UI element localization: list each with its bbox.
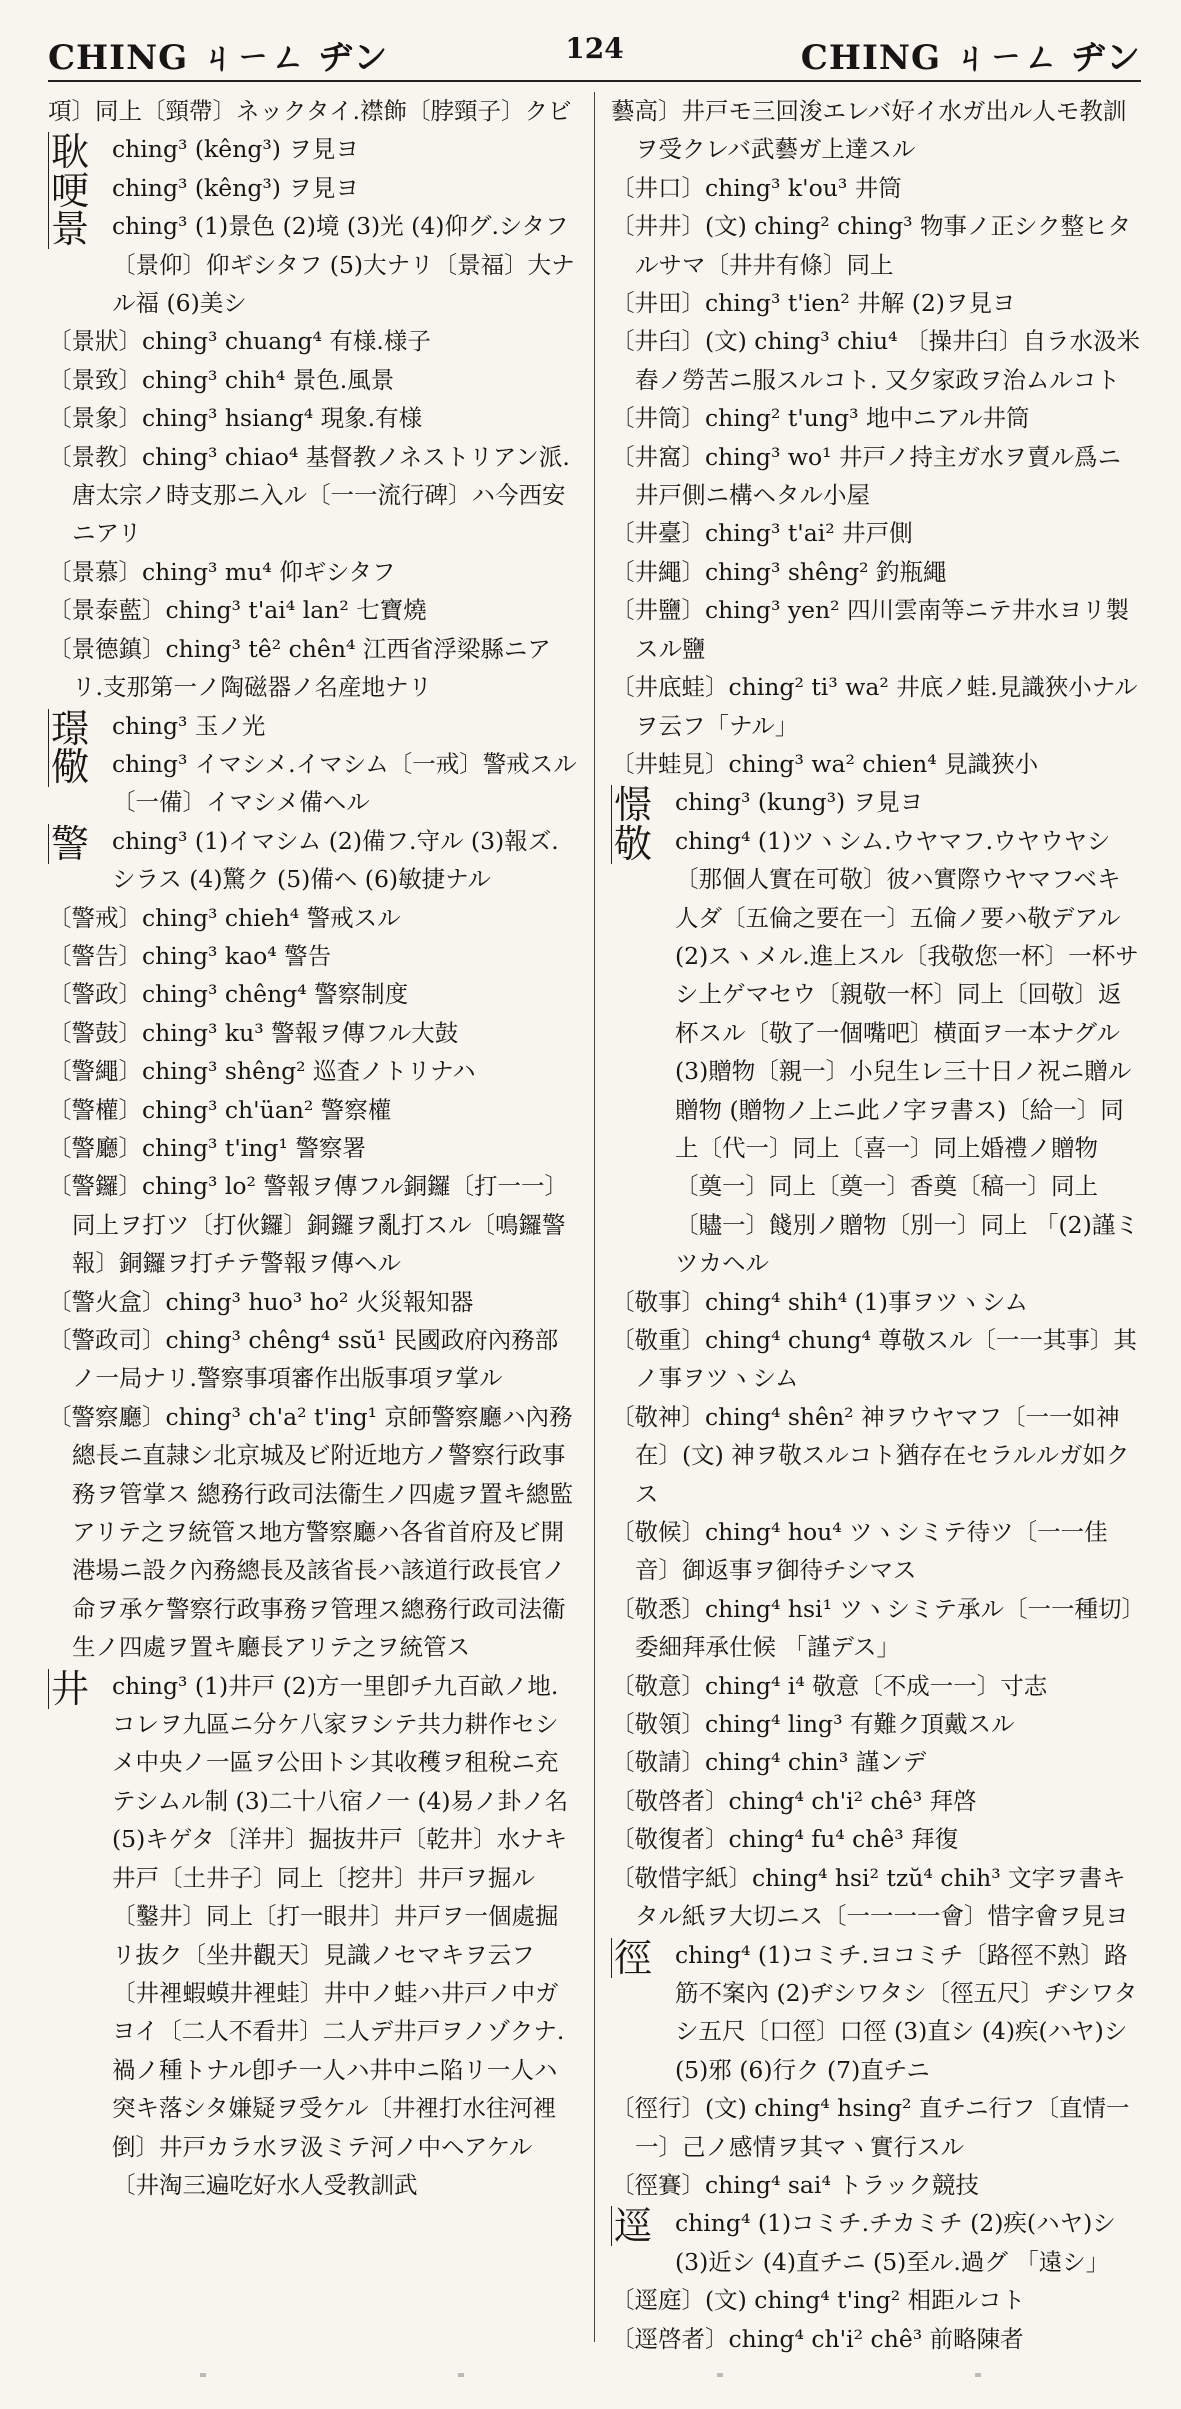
- entry-text: 〔敬悉〕ching⁴ hsi¹ ツヽシミテ承ル〔一一種切〕委細拜承仕候 「謹デス」: [610, 1594, 1134, 1662]
- entry-text: 〔敬復者〕ching⁴ fu⁴ chê³ 拜復: [610, 1825, 959, 1854]
- compound-entry: [611, 2320, 1141, 2358]
- entry-text: 〔景狀〕ching³ chuang⁴ 有様.様子: [48, 327, 431, 356]
- headword-character: 景: [48, 209, 89, 249]
- entry-text: 〔警鼓〕ching³ ku³ 警報ヲ傳フル大鼓: [48, 1018, 459, 1047]
- compound-entry: [48, 899, 578, 937]
- compound-entry: [611, 438, 1141, 515]
- entry-text: ching³ (1)景色 (2)境 (3)光 (4)仰グ.シタフ〔景仰〕仰ギシタフ (5)大ナリ〔景福〕大ナル福 (6)美シ: [112, 212, 575, 318]
- entry-text: ching³ (kêng³) ヲ見ヨ: [112, 135, 359, 164]
- compound-entry: [611, 207, 1141, 284]
- entry-text: 〔警火盒〕ching³ huo³ ho² 火災報知器: [48, 1287, 474, 1316]
- right-column: [611, 92, 1141, 2372]
- column-divider: [594, 92, 595, 2342]
- headword-character: 憬: [611, 785, 652, 825]
- entry-text: 項〕同上〔頸帶〕ネックタイ.襟飾〔脖頸子〕クビ: [48, 97, 572, 125]
- compound-entry: [48, 1283, 578, 1321]
- compound-entry: [48, 399, 578, 437]
- entry-text: 〔警戒〕ching³ chieh⁴ 警戒スル: [48, 903, 401, 932]
- compound-entry: [611, 591, 1141, 668]
- compound-entry: [611, 1667, 1141, 1705]
- entry-text: 〔井井〕(文) ching² ching³ 物事ノ正シク整ヒタルサマ〔井井有條〕同上: [610, 212, 1132, 279]
- entry-text: 〔警繩〕ching³ shêng² 巡査ノトリナハ: [48, 1057, 476, 1086]
- compound-entry: [48, 1321, 578, 1398]
- headword-entry: [48, 168, 578, 213]
- entry-text: 〔井臼〕(文) ching³ chiu⁴ 〔操井臼〕自ラ水汲米舂ノ勞苦ニ服スルコト. 又夕家政ヲ治ムルコト: [610, 327, 1141, 394]
- compound-entry: [611, 1859, 1141, 1936]
- entry-text: 〔井鹽〕ching³ yen² 四川雲南等ニテ井水ヨリ製スル鹽: [610, 596, 1130, 663]
- entry-text: ching³ イマシメ.イマシム〔一戒〕警戒スル〔一備〕イマシメ備ヘル: [112, 749, 577, 817]
- entry-text: ching³ (kêng³) ヲ見ヨ: [112, 173, 359, 202]
- headword-entry: [611, 783, 1141, 828]
- entry-text: 〔井筒〕ching² t'ung³ 地中ニアル井筒: [610, 404, 1030, 433]
- entry-text: 〔警察廳〕ching³ ch'a² t'ing¹ 京師警察廳ハ內務總長ニ直隷シ北京城及ビ附近地方ノ警察行政事務ヲ管掌ス 總務行政司法衞生ノ四處ヲ置キ總監アリテ之ヲ統管ス地方警察廳ハ各省首府及ビ開港場ニ設ク內務總長及該省長ハ該道行政長官ノ命ヲ承ケ警察行政事務ヲ管理ス總務行政司法衞生ノ四處ヲ置キ廳長アリテ之ヲ統管ス: [48, 1402, 573, 1662]
- entry-text: 〔井底蛙〕ching² ti³ wa² 井底ノ蛙.見識狹小ナルヲ云フ「ナル」: [610, 673, 1138, 740]
- entry-text: 〔景教〕ching³ chiao⁴ 基督教ノネストリアン派.唐太宗ノ時支那ニ入ル〔一一流行碑〕ハ今西安ニアリ: [48, 442, 570, 548]
- headword-character: 徑: [611, 1938, 652, 1978]
- page-header: [48, 30, 1141, 82]
- entry-text: 〔敬候〕ching⁴ hou⁴ ツヽシミテ待ツ〔一一佳音〕御返事ヲ御待チシマス: [610, 1518, 1108, 1585]
- compound-entry: [48, 591, 578, 629]
- compound-entry: [611, 322, 1141, 399]
- compound-entry: [611, 668, 1141, 745]
- compound-entry: [48, 553, 578, 591]
- entry-text: 〔警政司〕ching³ chêng⁴ ssŭ¹ 民國政府內務部ノ一局ナリ.警察事項審作出版事項ヲ掌ル: [48, 1326, 559, 1393]
- compound-entry: [611, 1398, 1141, 1513]
- entry-text: 〔景致〕ching³ chih⁴ 景色.風景: [48, 365, 395, 394]
- compound-entry: [611, 1513, 1141, 1590]
- entry-text: ching³ (1)イマシム (2)備フ.守ル (3)報ズ.シラス (4)驚ク (5)備ヘ (6)敏捷ナル: [112, 826, 559, 894]
- compound-entry: [611, 284, 1141, 322]
- compound-entry: [611, 169, 1141, 207]
- headword-character: 警: [48, 824, 89, 864]
- footer-marks: [200, 2373, 981, 2379]
- compound-entry: [48, 630, 578, 707]
- entry-text: 〔景慕〕ching³ mu⁴ 仰ギシタフ: [48, 557, 396, 586]
- entry-text: 〔敬啓者〕ching⁴ ch'i² chê³ 拜啓: [610, 1786, 977, 1815]
- entry-text: 〔警政〕ching³ chêng⁴ 警察制度: [48, 980, 409, 1009]
- left-column: [48, 92, 578, 2372]
- headword-entry: [48, 207, 578, 322]
- entry-text: 〔警告〕ching³ kao⁴ 警告: [48, 941, 332, 970]
- entry-text: 〔徑賽〕ching⁴ sai⁴ トラック競技: [610, 2170, 979, 2199]
- compound-entry: [48, 322, 578, 360]
- entry-text: 〔敬神〕ching⁴ shên² 神ヲウヤマフ〔一一如神在〕(文) 神ヲ敬スルコト猶存在セラルルガ如クス: [610, 1402, 1130, 1508]
- entry-text: 〔敬重〕ching⁴ chung⁴ 尊敬スル〔一一其事〕其ノ事ヲツヽシム: [610, 1326, 1137, 1393]
- header-right-guide-word: CHING ㄐㄧㄥ ヂン: [800, 38, 1141, 78]
- entry-text: 〔敬請〕ching⁴ chin³ 謹ンデ: [610, 1748, 927, 1777]
- entry-text: 〔井臺〕ching³ t'ai² 井戸側: [610, 519, 913, 548]
- compound-entry: [48, 1091, 578, 1129]
- entry-text: 〔徑行〕(文) ching⁴ hsing² 直チニ行フ〔直情一一〕己ノ感情ヲ其マヽ實行スル: [610, 2094, 1130, 2161]
- headword-character: 耿: [48, 132, 89, 172]
- headword-character: 璟: [48, 709, 89, 749]
- compound-entry: [611, 1321, 1141, 1398]
- compound-entry: [611, 745, 1141, 783]
- page-number: 124: [565, 32, 624, 65]
- headword-character: 敬: [611, 824, 652, 864]
- two-column-body: [48, 92, 1141, 2372]
- entry-text: ching³ (1)井戸 (2)方一里卽チ九百畝ノ地. コレヲ九區ニ分ケ八家ヲシテ共力耕作セシメ中央ノ一區ヲ公田トシ其收穫ヲ租稅ニ充テシムル制 (3)二十八宿ノ一 (4)易ノ卦ノ名 (5)キゲタ〔洋井〕掘抜井戸〔乾井〕水ナキ井戸〔土井子〕同上〔挖井〕井戸ヲ掘ル〔鑿井〕同上〔打一眼井〕井戸ヲ一個處掘リ抜ク〔坐井觀天〕見識ノセマキヲ云フ〔井裡蝦蟆井裡蛙〕井中ノ蛙ハ井戸ノ中ガヨイ〔二人不看井〕二人デ井戸ヲノゾクナ. 禍ノ種トナル卽チ一人ハ井中ニ陷リ一人ハ突キ落シタ嫌疑ヲ受ケル〔井裡打水往河裡倒〕井戸カラ水ヲ汲ミテ河ノ中ヘアケル〔井淘三遍吃好水人受教訓武: [112, 1671, 569, 2199]
- compound-entry: [48, 1129, 578, 1167]
- compound-entry: [48, 937, 578, 975]
- compound-entry: [611, 1820, 1141, 1858]
- headword-entry: [48, 130, 578, 175]
- entry-text: 〔井田〕ching³ t'ien² 井解 (2)ヲ見ヨ: [610, 289, 1016, 318]
- entry-text: 〔逕啓者〕ching⁴ ch'i² chê³ 前略陳者: [610, 2324, 1024, 2353]
- entry-text: 〔井繩〕ching³ shêng² 釣瓶繩: [610, 557, 947, 586]
- compound-entry: [611, 2281, 1141, 2319]
- headword-entry: [611, 2204, 1141, 2281]
- entry-text: ching³ 玉ノ光: [112, 711, 266, 740]
- continued-entry: [48, 92, 578, 130]
- headword-character: 哽: [48, 171, 89, 211]
- compound-entry: [611, 553, 1141, 591]
- compound-entry: [48, 1398, 578, 1667]
- compound-entry: [611, 1283, 1141, 1321]
- entry-text: ching⁴ (1)コミチ.ヨコミチ〔路徑不熟〕路筋不案內 (2)ヂシワタシ〔徑五尺〕ヂシワタシ五尺〔口徑〕口徑 (3)直シ (4)疾(ハヤ)シ (5)邪 (6)行ク (7)直チニ: [674, 1940, 1138, 2084]
- compound-entry: [611, 514, 1141, 552]
- compound-entry: [611, 1743, 1141, 1781]
- headword-character: 逕: [611, 2206, 652, 2246]
- entry-text: 〔警權〕ching³ ch'üan² 警察權: [48, 1095, 392, 1124]
- compound-entry: [611, 399, 1141, 437]
- compound-entry: [611, 1782, 1141, 1820]
- entry-text: 〔井蛙見〕ching³ wa² chien⁴ 見識狹小: [610, 749, 1039, 778]
- entry-text: 〔敬意〕ching⁴ i⁴ 敬意〔不成一一〕寸志: [610, 1671, 1048, 1700]
- entry-text: 〔景象〕ching³ hsiang⁴ 現象.有様: [48, 404, 423, 433]
- headword-entry: [611, 1936, 1141, 2090]
- header-left-guide-word: CHING ㄐㄧㄥ ヂン: [48, 38, 389, 78]
- compound-entry: [48, 975, 578, 1013]
- compound-entry: [611, 2089, 1141, 2166]
- compound-entry: [48, 1052, 578, 1090]
- headword-entry: [48, 822, 578, 899]
- compound-entry: [48, 438, 578, 553]
- headword-entry: [48, 745, 578, 822]
- compound-entry: [48, 1014, 578, 1052]
- entry-text: 〔逕庭〕(文) ching⁴ t'ing² 相距ルコト: [610, 2286, 1026, 2315]
- entry-text: ching⁴ (1)コミチ.チカミチ (2)疾(ハヤ)シ (3)近シ (4)直チニ (5)至ル.過グ 「遠シ」: [674, 2209, 1116, 2276]
- entry-text: 〔敬事〕ching⁴ shih⁴ (1)事ヲツヽシム: [610, 1287, 1028, 1316]
- entry-text: 〔敬領〕ching⁴ ling³ 有難ク頂戴スル: [610, 1710, 1015, 1739]
- headword-character: 儆: [48, 747, 89, 787]
- headword-character: 井: [48, 1669, 89, 1709]
- entry-text: 〔景泰藍〕ching³ t'ai⁴ lan² 七寶燒: [48, 596, 427, 625]
- entry-text: 〔景德鎮〕ching³ tê² chên⁴ 江西省浮梁縣ニアリ.支那第一ノ陶磁器ノ名産地ナリ: [48, 634, 551, 702]
- entry-text: 〔警鑼〕ching³ lo² 警報ヲ傳フル銅鑼〔打一一〕同上ヲ打ツ〔打伙鑼〕銅鑼ヲ亂打スル〔鳴鑼警報〕銅鑼ヲ打チテ警報ヲ傳ヘル: [48, 1172, 568, 1278]
- entry-text: 〔警廳〕ching³ t'ing¹ 警察署: [48, 1133, 366, 1162]
- entry-text: 藝高〕井戸モ三回浚エレバ好イ水ガ出ル人モ教訓ヲ受クレバ武藝ガ上達スル: [610, 97, 1127, 164]
- headword-entry: [611, 822, 1141, 1283]
- entry-text: 〔敬惜字紙〕ching⁴ hsi² tzŭ⁴ chih³ 文字ヲ書キタル紙ヲ大切ニス〔一一一一會〕惜字會ヲ見ヨ: [610, 1863, 1129, 1931]
- entry-text: 〔井口〕ching³ k'ou³ 井筒: [610, 173, 902, 202]
- compound-entry: [611, 1590, 1141, 1667]
- continued-entry: [611, 92, 1141, 169]
- entry-text: ching⁴ (1)ツヽシム.ウヤマフ.ウヤウヤシ〔那個人實在可敬〕彼ハ實際ウヤマフベキ人ダ〔五倫之要在一〕五倫ノ要ハ敬デアル (2)スヽメル.進上スル〔我敬您一杯〕一杯サシ上ゲマセウ〔親敬一杯〕同上〔回敬〕返杯スル〔敬了一個嘴吧〕横面ヲ一本ナグル (3)贈物〔親一〕小兒生レ三十日ノ祝ニ贈ル贈物 (贈物ノ上ニ此ノ字ヲ書ス)〔給一〕同上〔代一〕同上〔喜一〕同上婚禮ノ贈物〔奠一〕同上〔奠一〕香奠〔稿一〕同上〔贐一〕餞別ノ贈物〔別一〕同上 「(2)謹ミツカヘル: [674, 826, 1139, 1278]
- entry-text: 〔井窩〕ching³ wo¹ 井戸ノ持主ガ水ヲ賣ル爲ニ井戸側ニ構ヘタル小屋: [610, 442, 1122, 510]
- headword-entry: [48, 706, 578, 751]
- entry-text: ching³ (kung³) ヲ見ヨ: [674, 788, 924, 817]
- compound-entry: [611, 2166, 1141, 2204]
- compound-entry: [611, 1705, 1141, 1743]
- compound-entry: [48, 1167, 578, 1282]
- headword-entry: [48, 1667, 578, 2205]
- compound-entry: [48, 361, 578, 399]
